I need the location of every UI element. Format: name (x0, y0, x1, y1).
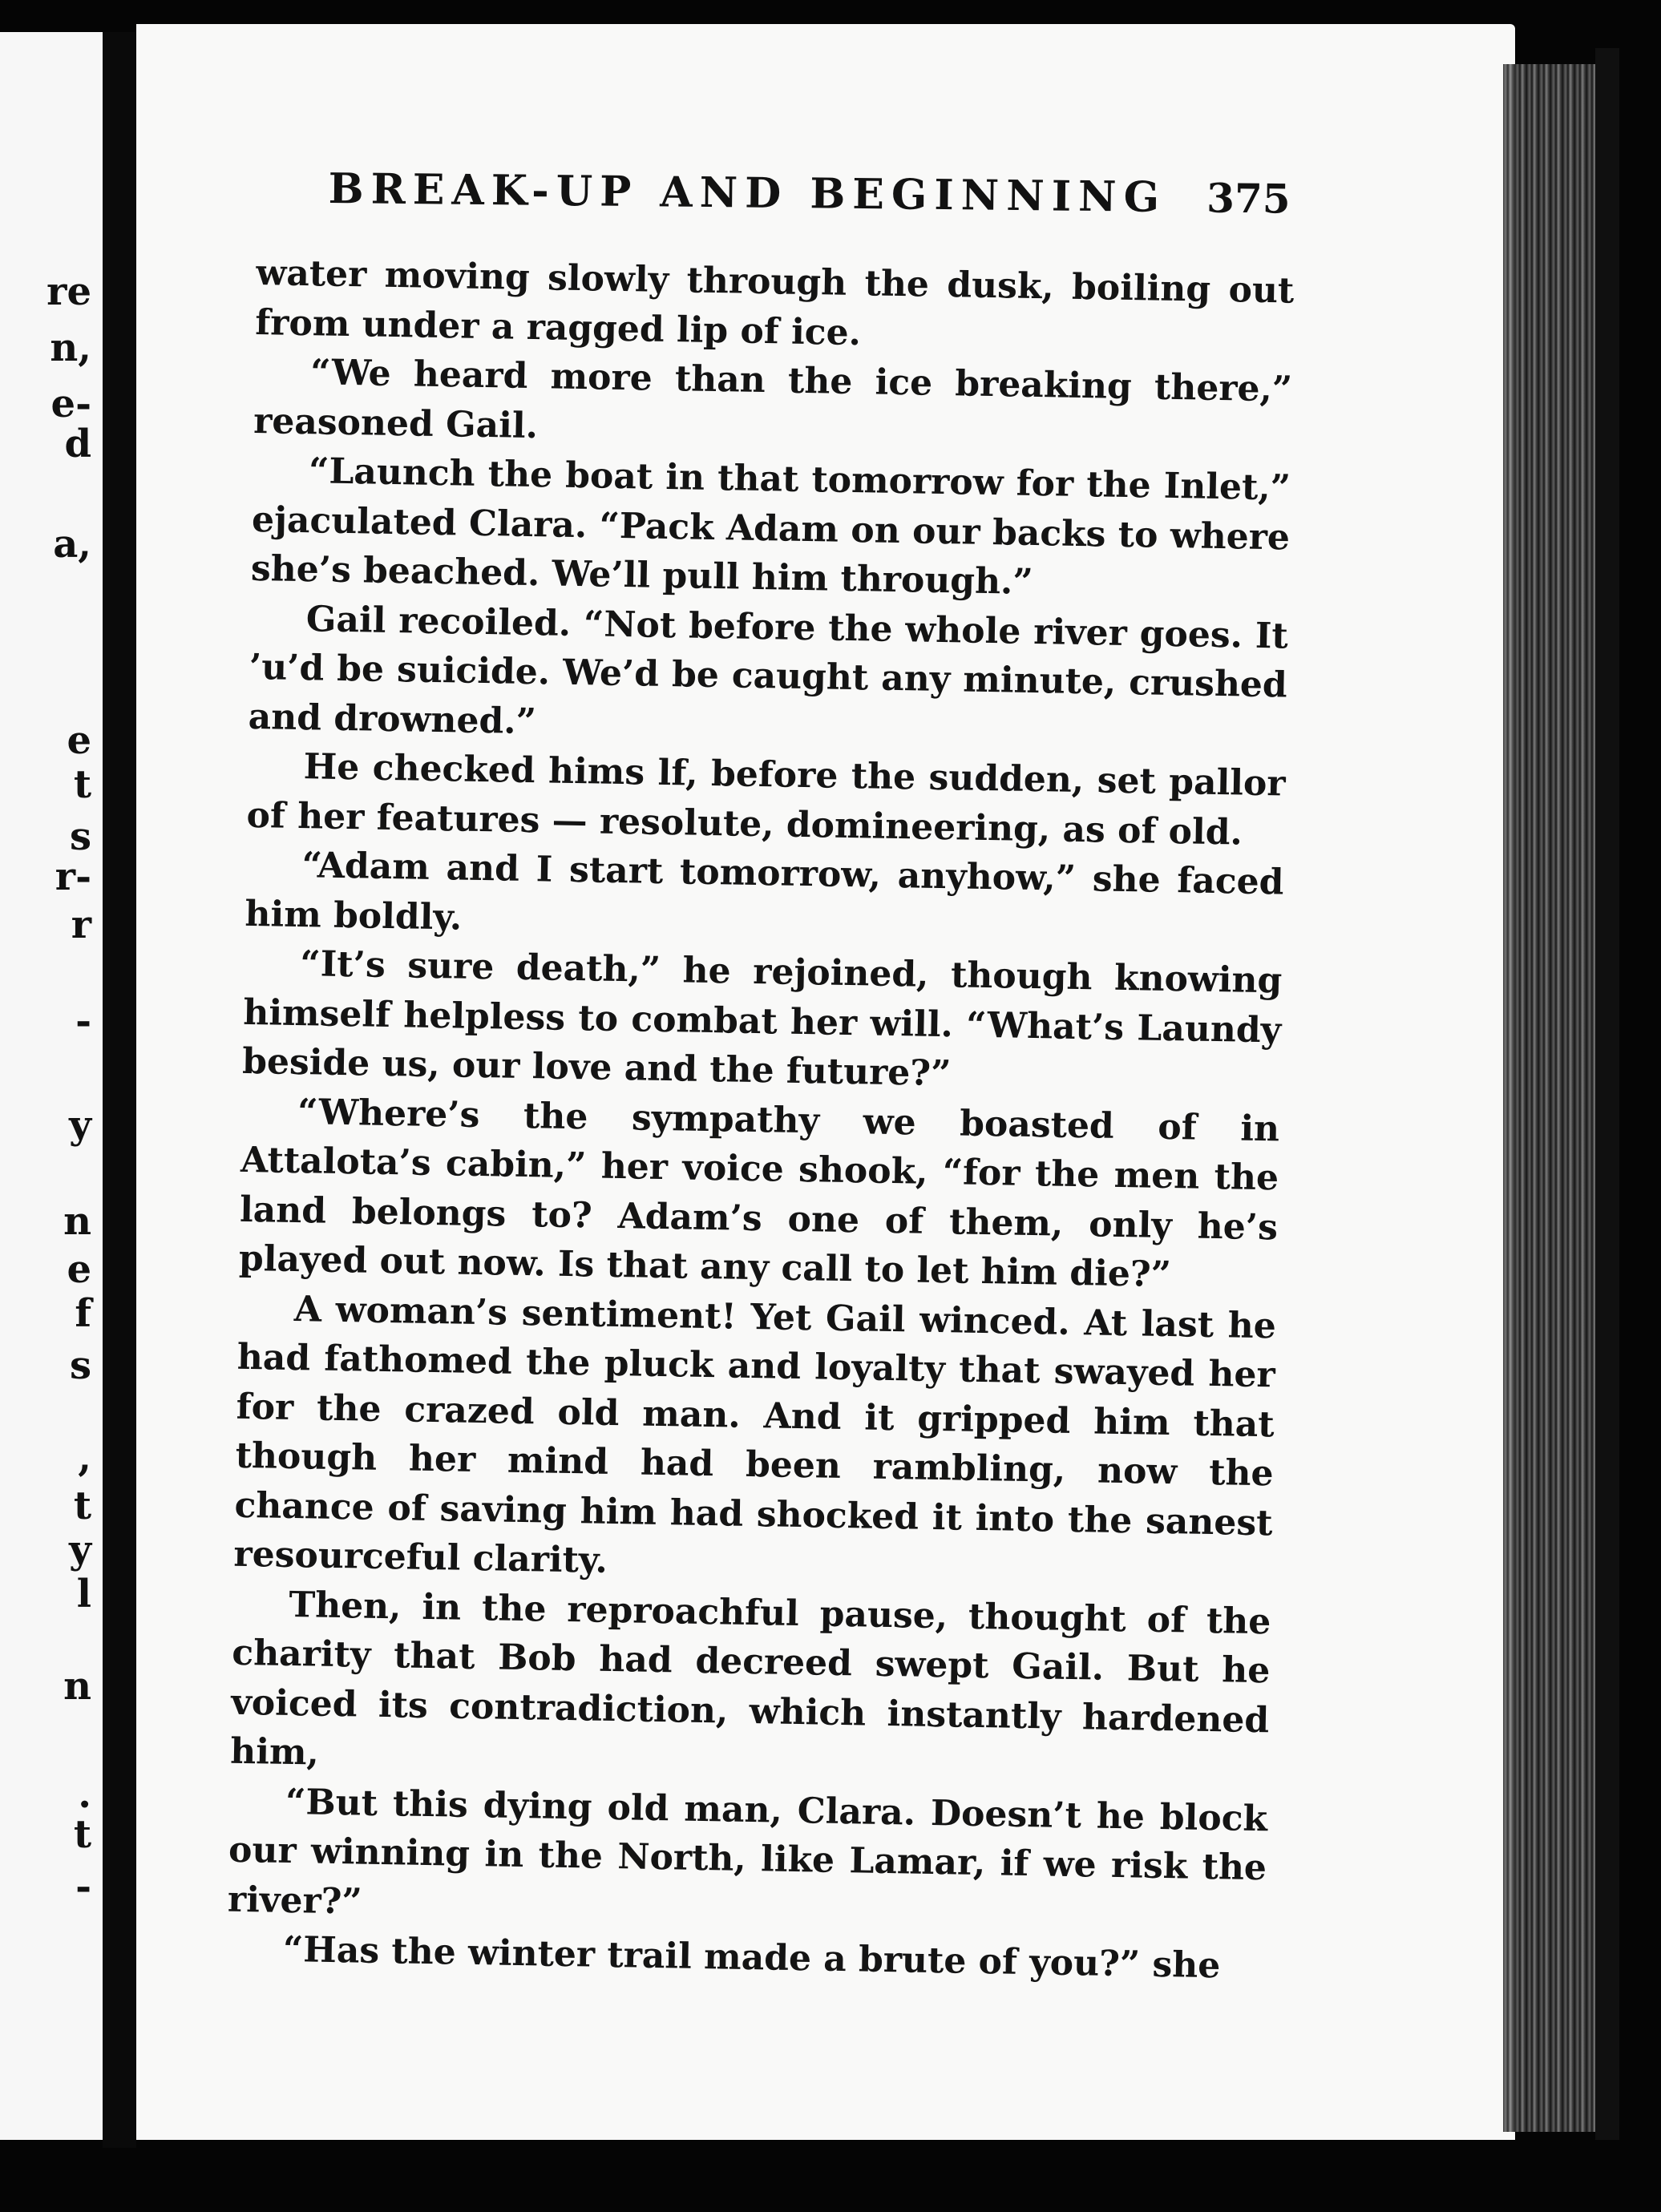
previous-page-fragment: - (75, 999, 91, 1043)
previous-page-fragment: f (75, 1291, 91, 1336)
previous-page-fragment: n (63, 1664, 91, 1709)
running-head (328, 164, 1291, 224)
page-number: 375 (1206, 174, 1291, 223)
paragraph: He checked hims lf, before the sudden, set pallor of her features — resolute, domineering, as of old. (246, 746, 1286, 854)
previous-page-fragment: . (78, 1772, 91, 1817)
paragraph: Gail recoiled. “Not before the whole river goes. It ’u’d be suicide. We’d be caught any minute, crushed and drowned.” (248, 598, 1289, 742)
previous-page-fragment: re (46, 269, 91, 314)
paragraph: “Has the winter trail made a brute of you?” she (282, 1928, 1221, 1987)
paragraph: “Where’s the sympathy we boasted of in Attalota’s cabin,” her voice shook, “for the men the land belongs to? Adam’s one of them, only he’s played out now. Is that any call to let him die?” (238, 1091, 1280, 1296)
previous-page-fragment: r- (55, 854, 91, 899)
paragraph: “Launch the boat in that tomorrow for the Inlet,” ejaculated Clara. “Pack Adam on our backs to where she’s beached. We’ll pull him through.” (250, 450, 1291, 603)
previous-page-fragment: r (71, 902, 91, 947)
previous-page-fragment: l (76, 1572, 91, 1617)
paragraph: “Adam and I start tomorrow, anyhow,” she faced him boldly. (245, 845, 1284, 938)
page-body-text (226, 248, 1294, 1992)
previous-page-fragment: y (69, 1528, 91, 1572)
previous-page-fragment: t (73, 762, 91, 807)
previous-page-fragment: e (67, 718, 91, 763)
previous-page-fragment: s (69, 814, 91, 859)
previous-page-fragment: t (73, 1483, 91, 1528)
chapter-title: BREAK-UP AND BEGINNING (328, 164, 1167, 222)
previous-page-fragment: a, (53, 522, 91, 567)
page-stack-shadow (1595, 48, 1619, 2140)
paragraph: “We heard more than the ice breaking there,” reasoned Gail. (253, 352, 1293, 446)
previous-page-fragment: e (67, 1247, 91, 1292)
paragraph: water moving slowly through the dusk, boiling out from under a ragged lip of ice. (254, 252, 1295, 353)
previous-page-fragment: n, (50, 325, 91, 370)
previous-page-fragment: t (73, 1812, 91, 1857)
previous-page-fragment: - (75, 1864, 91, 1909)
previous-page-fragment: , (78, 1435, 91, 1480)
previous-page-text-fragments (0, 32, 103, 2140)
book-gutter (103, 32, 136, 2148)
previous-page-fragment: d (64, 422, 91, 466)
paragraph: “But this dying old man, Clara. Doesn’t he block our winning in the North, like Lamar, if we risk the river?” (227, 1781, 1268, 1923)
previous-page-fragment: n (63, 1199, 91, 1244)
previous-page-fragment: y (69, 1103, 91, 1148)
paragraph: “It’s sure death,” he rejoined, though knowing himself helpless to combat her will. “What’s Laundy beside us, our love and the future?” (241, 943, 1283, 1095)
previous-page-fragment: s (69, 1343, 91, 1388)
previous-page-fragment: e- (51, 381, 91, 426)
paragraph: A woman’s sentiment! Yet Gail winced. At last he had fathomed the pluck and loyalty that swayed her for the crazed old man. And it gripped him that though her mind had been rambling, now the chance of saving him had shocked it into the sanest resourceful clarity. (233, 1288, 1277, 1581)
paragraph: Then, in the reproachful pause, thought of the charity that Bob had decreed swept Gail. But he voiced its contradiction, which instantly hardened him, (229, 1584, 1271, 1774)
previous-page-edge (0, 32, 103, 2140)
